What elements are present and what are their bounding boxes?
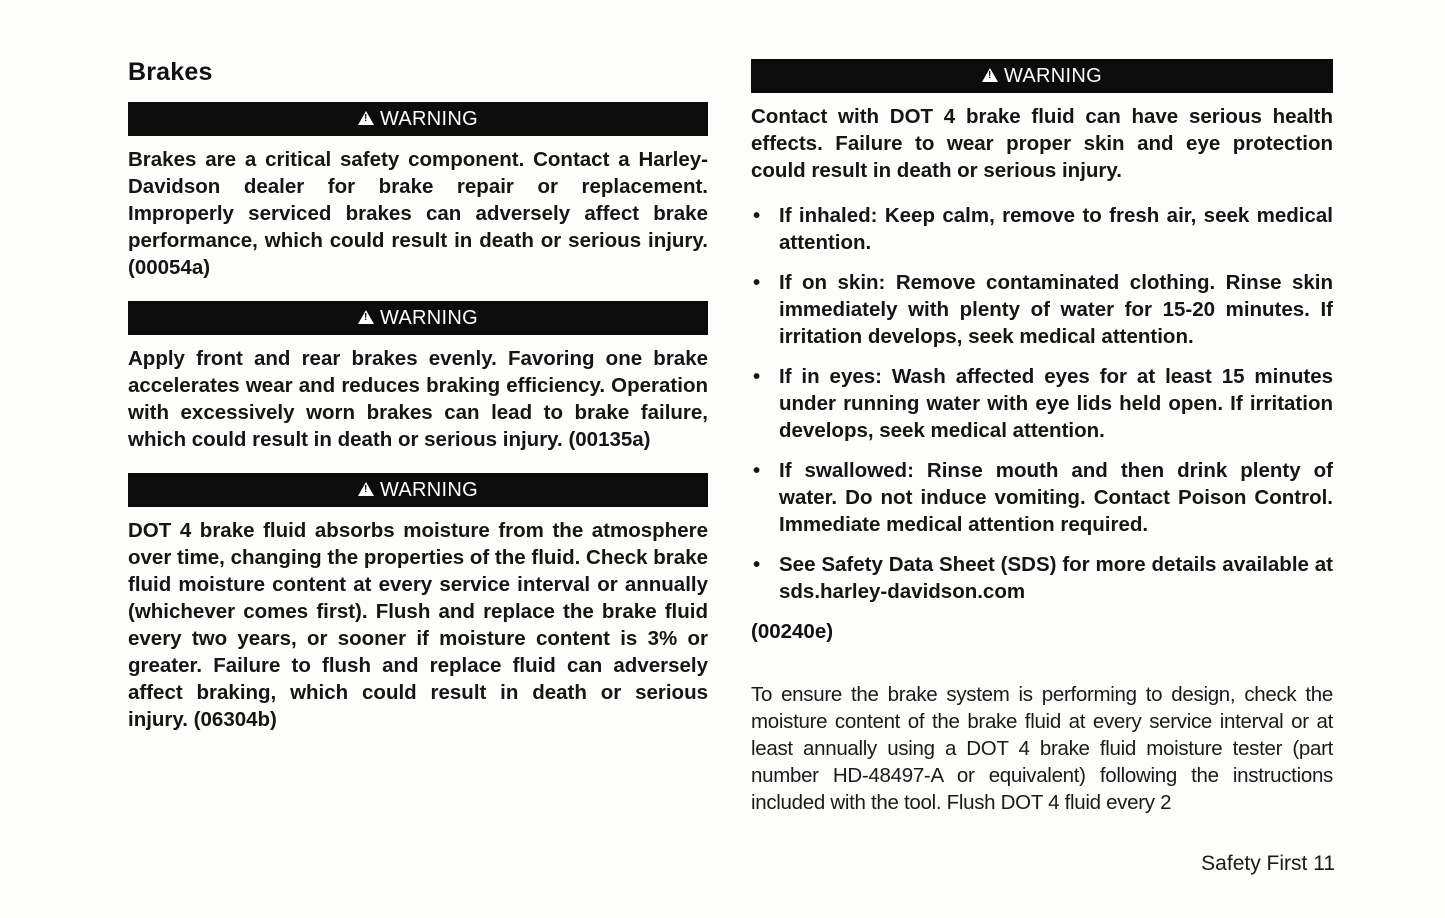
bullet-icon: • [753,459,761,482]
warning-label: WARNING [379,306,479,329]
list-item [751,457,1333,538]
right-column [751,59,1333,837]
first-aid-list [751,202,1333,605]
bullet-icon: • [753,271,761,294]
warning-text: Contact with DOT 4 brake fluid can have serious health effects. Failure to wear proper skin and eye protection could result in death or serious injury. [751,105,1333,182]
warning-triangle-icon [358,482,374,496]
list-item [751,551,1333,605]
warning-label: WARNING [1003,64,1103,87]
list-item [751,202,1333,256]
warning-label: WARNING [379,107,479,130]
warning-code: (00240e) [751,620,834,643]
list-item-text: If in eyes: Wash affected eyes for at least 15 minutes under running water with eye lids held open. If irritation develops, seek medical attention. [779,365,1333,442]
warning-text: Apply front and rear brakes evenly. Favoring one brake accelerates wear and reduces braking efficiency. Operation with excessively worn brakes can lead to brake failure, which could result in death or serious injury. (00135a) [128,347,708,451]
warning-triangle-icon [982,68,998,82]
warning-banner [751,59,1333,93]
warning-triangle-icon [358,310,374,324]
warning-banner [128,301,708,335]
list-item-text: If on skin: Remove contaminated clothing. Rinse skin immediately with plenty of water for 15-20 minutes. If irritation develops, seek medical attention. [779,271,1333,348]
list-item-text: If inhaled: Keep calm, remove to fresh air, seek medical attention. [779,204,1333,254]
bullet-icon: • [753,553,761,576]
list-item [751,269,1333,350]
bullet-icon: • [753,204,761,227]
warning-banner [128,473,708,507]
warning-label: WARNING [379,478,479,501]
warning-text: DOT 4 brake fluid absorbs moisture from the atmosphere over time, changing the properties of the fluid. Check brake fluid moisture content at every service interval or annually (whichever comes first). Flush and replace the brake fluid every two years, or sooner if moisture content is 3% or greater. Failure to flush and replace fluid can adversely affect braking, which could result in death or serious injury. (06304b) [128,519,708,731]
page-footer: Safety First 11 [1201,852,1335,875]
warning-banner [128,102,708,136]
warning-text: Brakes are a critical safety component. Contact a Harley-Davidson dealer for brake repair or replacement. Improperly serviced brakes can adversely affect brake performance, which could result in death or serious injury. (00054a) [128,148,708,279]
list-item [751,363,1333,444]
section-title: Brakes [128,58,213,86]
left-column [128,56,708,753]
list-item-text: If swallowed: Rinse mouth and then drink plenty of water. Do not induce vomiting. Contact Poison Control. Immediate medical attention required. [779,459,1333,536]
body-paragraph: To ensure the brake system is performing to design, check the moisture content of the brake fluid at every service interval or at least annually using a DOT 4 brake fluid moisture tester (part number HD-48497-A or equivalent) following the instructions included with the tool. Flush DOT 4 fluid every 2 [751,683,1333,814]
bullet-icon: • [753,365,761,388]
warning-triangle-icon [358,111,374,125]
list-item-text: See Safety Data Sheet (SDS) for more details available at sds.harley-davidson.com [779,553,1333,603]
